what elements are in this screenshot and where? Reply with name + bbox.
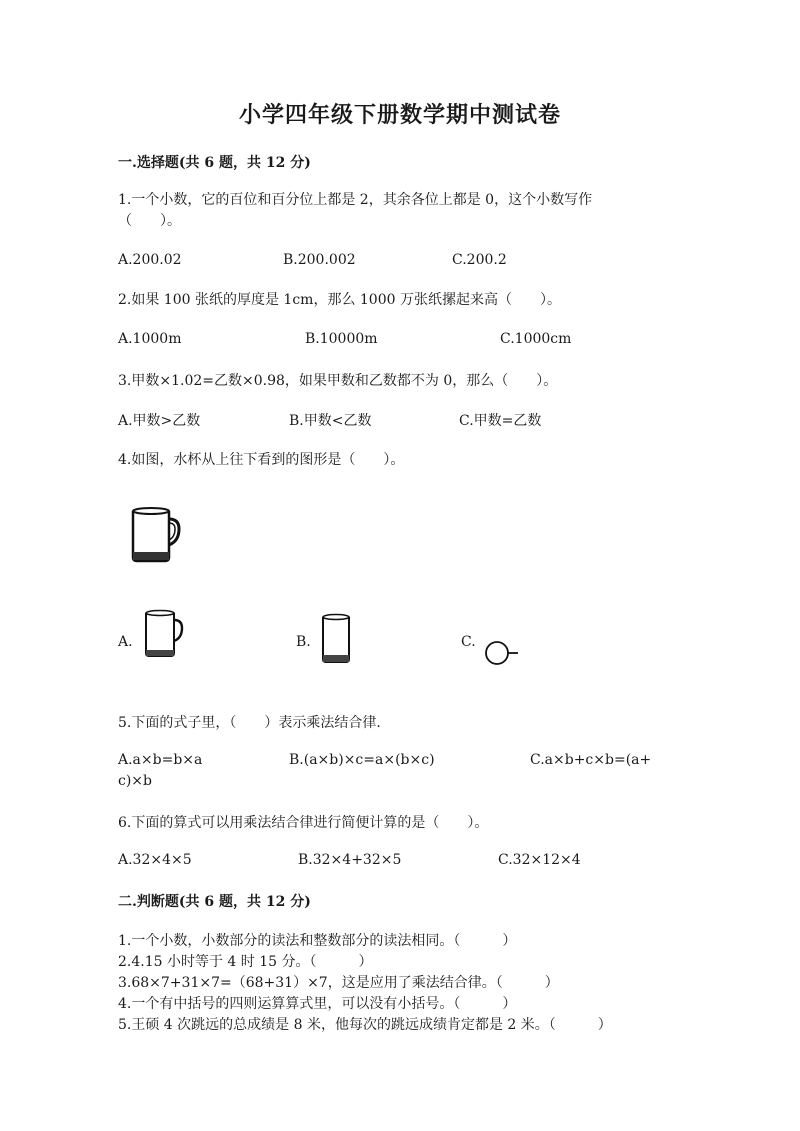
option-a-cup-side-view-icon [142, 609, 186, 659]
question-1-option-a: A.200.02 [118, 252, 182, 268]
option-b-cup-front-view-icon [319, 612, 353, 666]
true-false-item-4: 4.一个有中括号的四则运算算式里，可以没有小括号。（ ） [118, 996, 517, 1012]
question-2: 2.如果 100 张纸的厚度是 1cm，那么 1000 万张纸摞起来高（ ）。 [118, 292, 561, 308]
option-c-circle-top-view-icon [483, 640, 523, 668]
true-false-item-2: 2.4.15 小时等于 4 时 15 分。（ ） [118, 954, 373, 970]
question-1-option-b: B.200.002 [283, 252, 356, 268]
question-5-option-a: A.a×b=b×a [118, 752, 203, 768]
question-1-option-c: C.200.2 [452, 252, 507, 268]
section-heading-choice: 一.选择题(共 6 题，共 12 分) [118, 155, 311, 171]
question-5-option-c: C.a×b+c×b=(a+ [530, 752, 652, 768]
question-1-line-2: （ ）。 [118, 213, 181, 229]
question-6-option-b: B.32×4+32×5 [298, 852, 402, 868]
question-1-line-1: 1.一个小数，它的百位和百分位上都是 2，其余各位上都是 0，这个小数写作 [118, 192, 593, 208]
true-false-item-1: 1.一个小数，小数部分的读法和整数部分的读法相同。（ ） [118, 933, 517, 949]
question-6: 6.下面的算式可以用乘法结合律进行简便计算的是（ ）。 [118, 815, 489, 831]
question-2-option-b: B.10000m [305, 331, 378, 347]
question-5-option-b: B.(a×b)×c=a×(b×c) [289, 752, 435, 768]
question-5-option-c-continued: c)×b [118, 773, 152, 789]
true-false-item-5: 5.王硕 4 次跳远的总成绩是 8 米，他每次的跳远成绩肯定都是 2 米。（ ） [118, 1017, 612, 1033]
question-3-option-b: B.甲数<乙数 [289, 413, 372, 429]
question-2-option-a: A.1000m [118, 331, 182, 347]
question-4: 4.如图，水杯从上往下看到的图形是（ ）。 [118, 452, 405, 468]
question-4-option-b: B. [296, 634, 311, 650]
question-3: 3.甲数×1.02=乙数×0.98，如果甲数和乙数都不为 0，那么（ ）。 [118, 373, 558, 389]
section-heading-true-false: 二.判断题(共 6 题，共 12 分) [118, 894, 311, 910]
question-2-option-c: C.1000cm [500, 331, 572, 347]
question-4-option-c: C. [461, 634, 476, 650]
cup-figure-main [128, 505, 184, 565]
question-4-option-a: A. [118, 634, 133, 650]
question-3-option-c: C.甲数=乙数 [459, 413, 542, 429]
question-3-option-a: A.甲数>乙数 [118, 413, 201, 429]
question-6-option-a: A.32×4×5 [118, 852, 192, 868]
question-6-option-c: C.32×12×4 [498, 852, 581, 868]
question-5: 5.下面的式子里，（ ）表示乘法结合律. [118, 715, 381, 731]
page-title: 小学四年级下册数学期中测试卷 [238, 102, 561, 128]
true-false-item-3: 3.68×7+31×7=（68+31）×7，这是应用了乘法结合律。（ ） [118, 975, 559, 991]
